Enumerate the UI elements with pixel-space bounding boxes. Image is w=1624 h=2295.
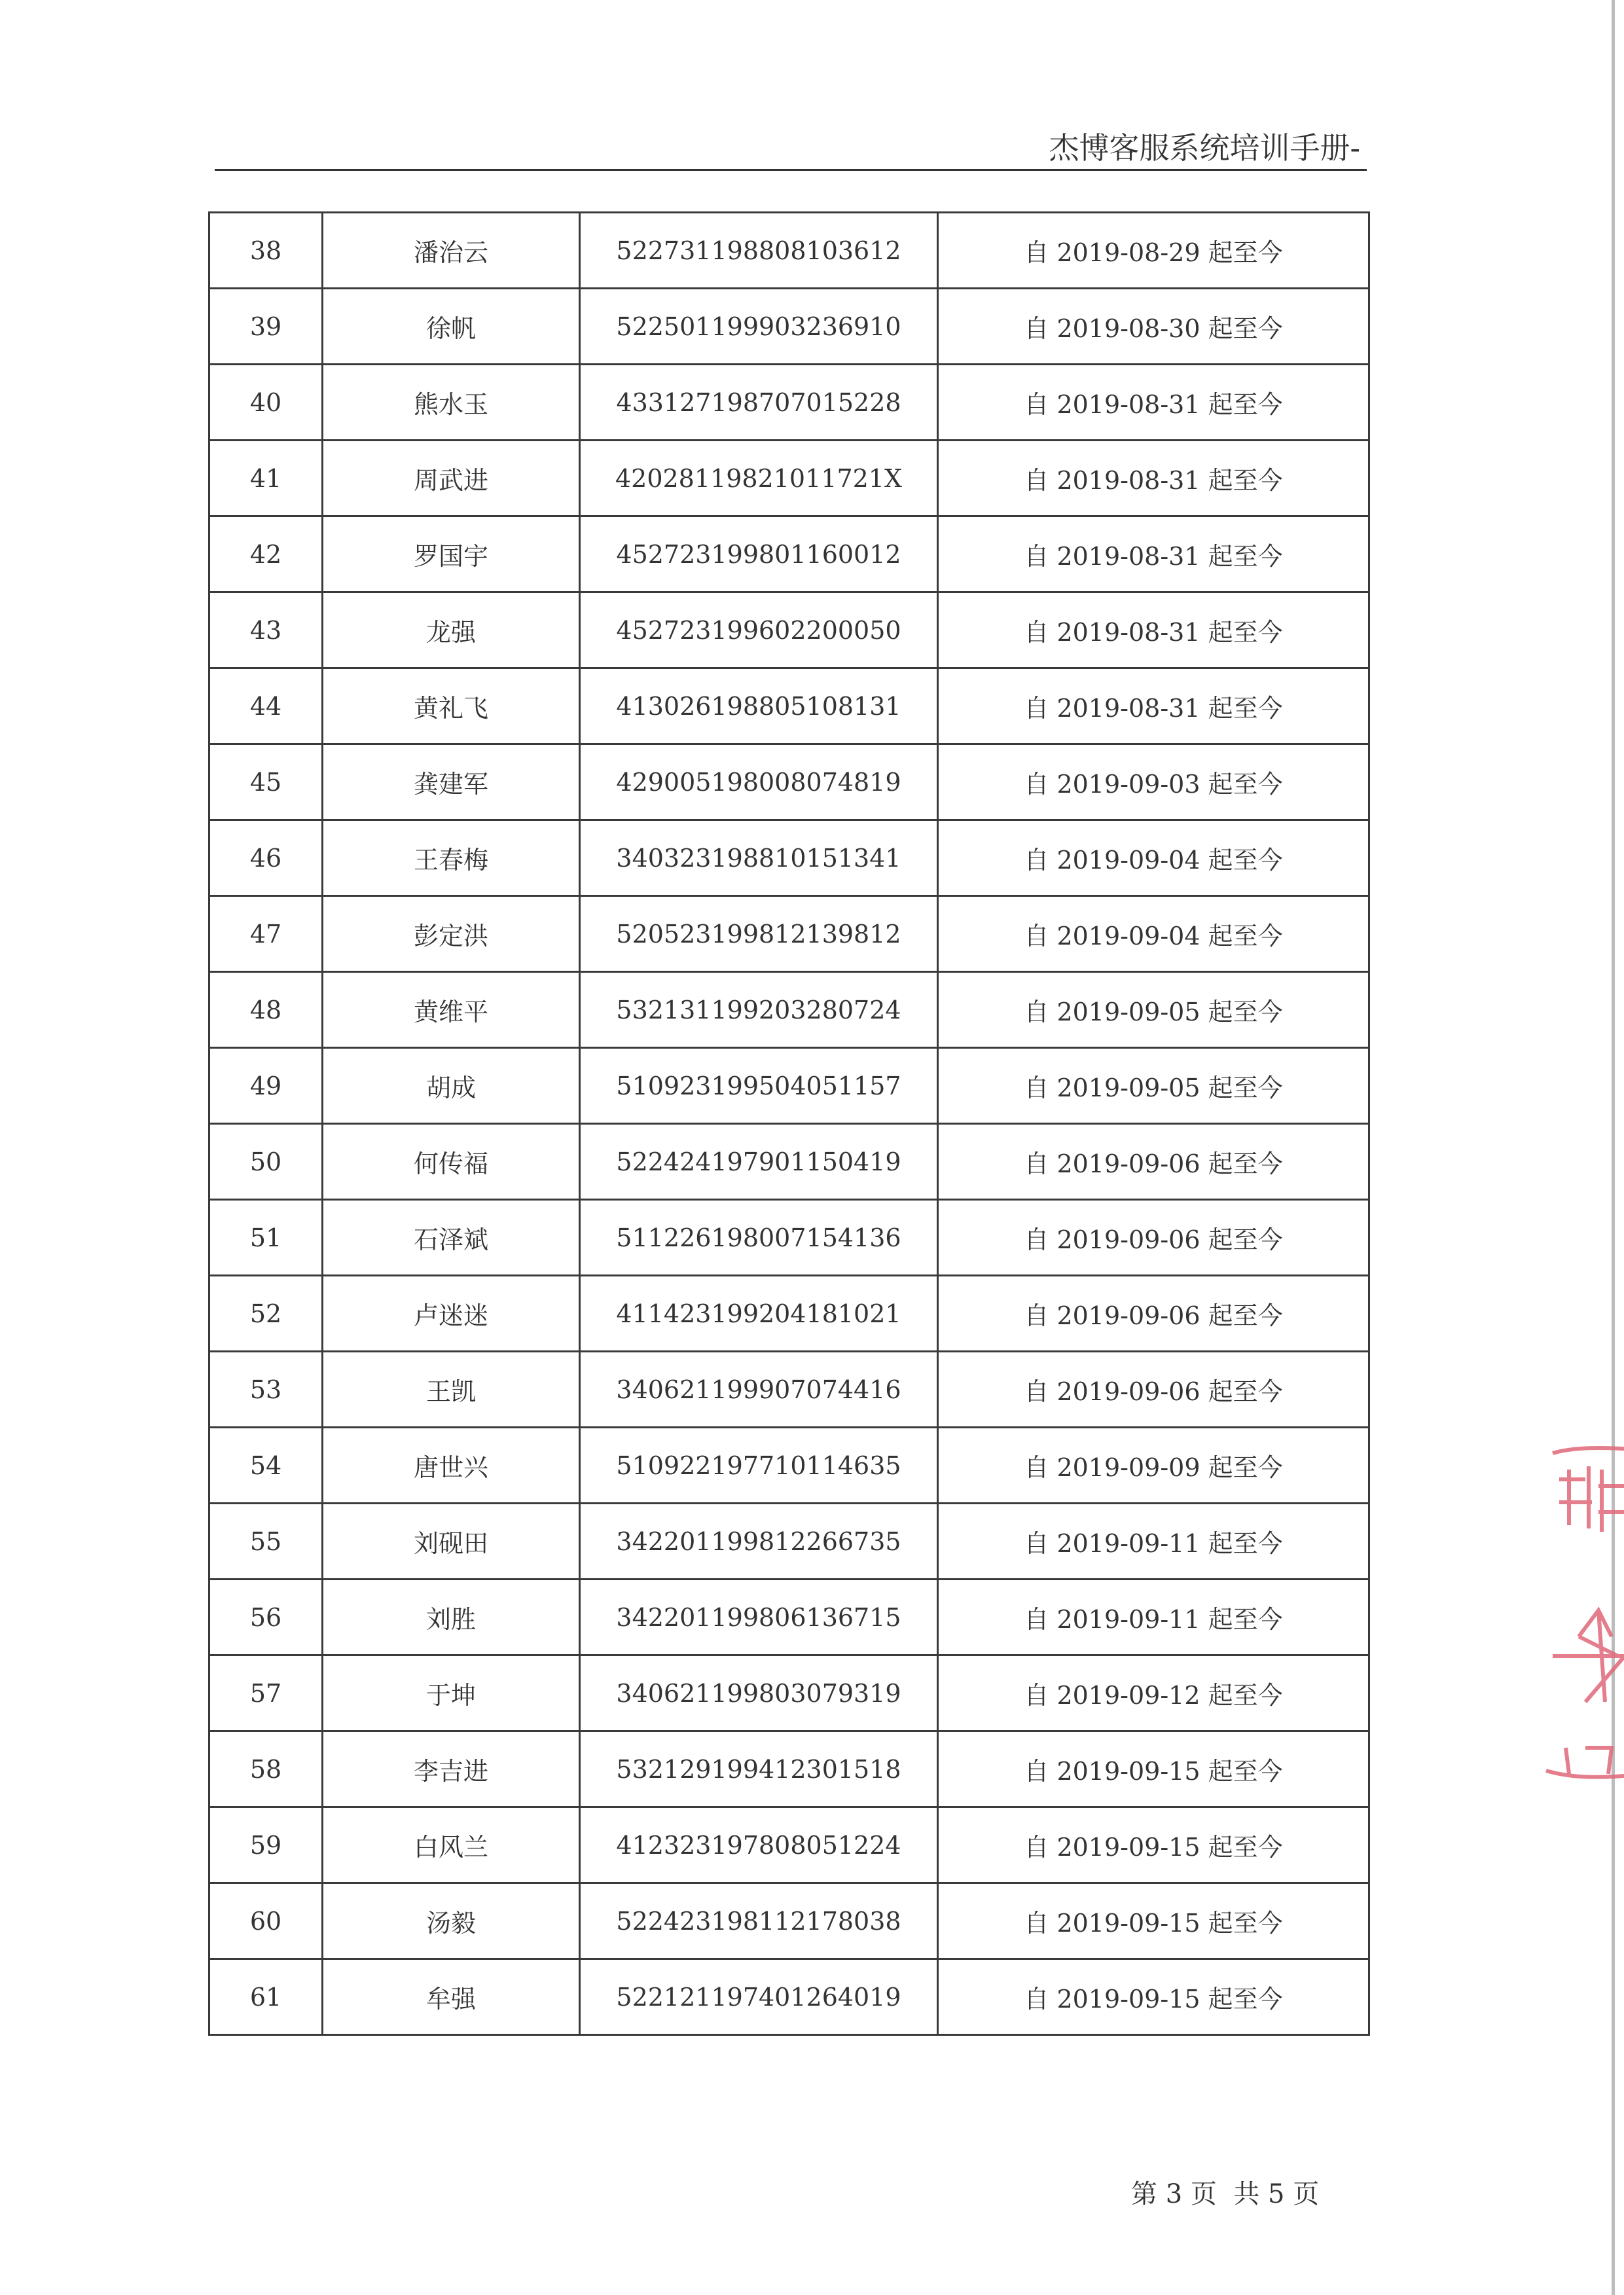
id-number: 340621199907074416 xyxy=(580,1352,938,1428)
employee-name: 牟强 xyxy=(323,1959,580,2035)
staff-table-body xyxy=(209,213,1369,2035)
employee-name: 何传福 xyxy=(323,1124,580,1200)
page-total: 共 5 页 xyxy=(1233,2179,1320,2209)
employment-period: 自 2019-09-04 起至今 xyxy=(938,820,1369,896)
table-row xyxy=(209,1731,1369,1807)
employment-period: 自 2019-08-29 起至今 xyxy=(938,213,1369,289)
id-number: 532131199203280724 xyxy=(580,972,938,1048)
id-number: 342201199812266735 xyxy=(580,1504,938,1580)
page-edge xyxy=(1612,0,1615,2295)
row-number: 57 xyxy=(209,1655,323,1731)
header-title: 杰博客服系统培训手册- xyxy=(1049,130,1360,166)
table-row xyxy=(209,516,1369,592)
employee-name: 石泽斌 xyxy=(323,1200,580,1276)
employee-name: 李吉进 xyxy=(323,1731,580,1807)
id-number: 511226198007154136 xyxy=(580,1200,938,1276)
row-number: 58 xyxy=(209,1731,323,1807)
table-row xyxy=(209,1504,1369,1580)
id-number: 340323198810151341 xyxy=(580,820,938,896)
seal-stamp xyxy=(1540,1440,1624,1780)
employee-name: 刘胜 xyxy=(323,1580,580,1655)
table-row xyxy=(209,744,1369,820)
table-row xyxy=(209,365,1369,441)
row-number: 60 xyxy=(209,1883,323,1959)
employee-name: 胡成 xyxy=(323,1048,580,1124)
employment-period: 自 2019-09-09 起至今 xyxy=(938,1428,1369,1504)
id-number: 510922197710114635 xyxy=(580,1428,938,1504)
employment-period: 自 2019-09-11 起至今 xyxy=(938,1504,1369,1580)
table-row xyxy=(209,213,1369,289)
row-number: 53 xyxy=(209,1352,323,1428)
employee-name: 彭定洪 xyxy=(323,896,580,972)
row-number: 48 xyxy=(209,972,323,1048)
id-number: 522423198112178038 xyxy=(580,1883,938,1959)
row-number: 59 xyxy=(209,1807,323,1883)
employee-name: 潘治云 xyxy=(323,213,580,289)
table-row xyxy=(209,1124,1369,1200)
employee-name: 龙强 xyxy=(323,592,580,668)
table-row xyxy=(209,668,1369,744)
page-current: 第 3 页 xyxy=(1131,2179,1217,2209)
row-number: 55 xyxy=(209,1504,323,1580)
employment-period: 自 2019-08-31 起至今 xyxy=(938,668,1369,744)
id-number: 522424197901150419 xyxy=(580,1124,938,1200)
employment-period: 自 2019-08-31 起至今 xyxy=(938,516,1369,592)
table-row xyxy=(209,896,1369,972)
employment-period: 自 2019-09-06 起至今 xyxy=(938,1124,1369,1200)
employment-period: 自 2019-08-31 起至今 xyxy=(938,365,1369,441)
employment-period: 自 2019-09-03 起至今 xyxy=(938,744,1369,820)
employment-period: 自 2019-09-05 起至今 xyxy=(938,972,1369,1048)
id-number: 522121197401264019 xyxy=(580,1959,938,2035)
id-number: 412323197808051224 xyxy=(580,1807,938,1883)
employment-period: 自 2019-09-15 起至今 xyxy=(938,1807,1369,1883)
staff-table xyxy=(208,211,1370,2036)
id-number: 340621199803079319 xyxy=(580,1655,938,1731)
employee-name: 唐世兴 xyxy=(323,1428,580,1504)
employee-name: 黄礼飞 xyxy=(323,668,580,744)
row-number: 38 xyxy=(209,213,323,289)
row-number: 49 xyxy=(209,1048,323,1124)
table-row xyxy=(209,1580,1369,1655)
table-row xyxy=(209,1352,1369,1428)
employee-name: 黄维平 xyxy=(323,972,580,1048)
table-row xyxy=(209,1959,1369,2035)
id-number: 522731198808103612 xyxy=(580,213,938,289)
id-number: 510923199504051157 xyxy=(580,1048,938,1124)
table-row xyxy=(209,1883,1369,1959)
id-number: 433127198707015228 xyxy=(580,365,938,441)
row-number: 39 xyxy=(209,289,323,365)
id-number: 532129199412301518 xyxy=(580,1731,938,1807)
employee-name: 罗国宇 xyxy=(323,516,580,592)
row-number: 56 xyxy=(209,1580,323,1655)
table-row xyxy=(209,1276,1369,1352)
employee-name: 周武进 xyxy=(323,441,580,516)
page-number xyxy=(1131,2173,1319,2211)
employment-period: 自 2019-08-31 起至今 xyxy=(938,441,1369,516)
id-number: 342201199806136715 xyxy=(580,1580,938,1655)
employee-name: 汤毅 xyxy=(323,1883,580,1959)
employment-period: 自 2019-09-06 起至今 xyxy=(938,1200,1369,1276)
row-number: 44 xyxy=(209,668,323,744)
id-number: 411423199204181021 xyxy=(580,1276,938,1352)
id-number: 522501199903236910 xyxy=(580,289,938,365)
employment-period: 自 2019-09-15 起至今 xyxy=(938,1959,1369,2035)
row-number: 41 xyxy=(209,441,323,516)
employee-name: 龚建军 xyxy=(323,744,580,820)
table-row xyxy=(209,972,1369,1048)
header-rule xyxy=(215,169,1367,171)
row-number: 47 xyxy=(209,896,323,972)
table-row xyxy=(209,1048,1369,1124)
table-row xyxy=(209,592,1369,668)
id-number: 413026198805108131 xyxy=(580,668,938,744)
id-number: 452723199602200050 xyxy=(580,592,938,668)
table-row xyxy=(209,289,1369,365)
employee-name: 王凯 xyxy=(323,1352,580,1428)
row-number: 52 xyxy=(209,1276,323,1352)
id-number: 429005198008074819 xyxy=(580,744,938,820)
employment-period: 自 2019-09-15 起至今 xyxy=(938,1883,1369,1959)
employee-name: 于坤 xyxy=(323,1655,580,1731)
employee-name: 白风兰 xyxy=(323,1807,580,1883)
employee-name: 王春梅 xyxy=(323,820,580,896)
employment-period: 自 2019-09-15 起至今 xyxy=(938,1731,1369,1807)
employment-period: 自 2019-09-06 起至今 xyxy=(938,1276,1369,1352)
table-row xyxy=(209,1655,1369,1731)
row-number: 50 xyxy=(209,1124,323,1200)
table-row xyxy=(209,1428,1369,1504)
employee-name: 徐帆 xyxy=(323,289,580,365)
row-number: 54 xyxy=(209,1428,323,1504)
row-number: 45 xyxy=(209,744,323,820)
row-number: 40 xyxy=(209,365,323,441)
employment-period: 自 2019-09-05 起至今 xyxy=(938,1048,1369,1124)
row-number: 51 xyxy=(209,1200,323,1276)
table-row xyxy=(209,1807,1369,1883)
employee-name: 熊水玉 xyxy=(323,365,580,441)
table-row xyxy=(209,1200,1369,1276)
employment-period: 自 2019-09-04 起至今 xyxy=(938,896,1369,972)
id-number: 452723199801160012 xyxy=(580,516,938,592)
employment-period: 自 2019-09-06 起至今 xyxy=(938,1352,1369,1428)
employment-period: 自 2019-08-31 起至今 xyxy=(938,592,1369,668)
row-number: 61 xyxy=(209,1959,323,2035)
id-number: 42028119821011721X xyxy=(580,441,938,516)
table-row xyxy=(209,441,1369,516)
employee-name: 卢迷迷 xyxy=(323,1276,580,1352)
employment-period: 自 2019-09-12 起至今 xyxy=(938,1655,1369,1731)
row-number: 46 xyxy=(209,820,323,896)
id-number: 520523199812139812 xyxy=(580,896,938,972)
row-number: 42 xyxy=(209,516,323,592)
table-row xyxy=(209,820,1369,896)
row-number: 43 xyxy=(209,592,323,668)
employment-period: 自 2019-09-11 起至今 xyxy=(938,1580,1369,1655)
employment-period: 自 2019-08-30 起至今 xyxy=(938,289,1369,365)
employee-name: 刘砚田 xyxy=(323,1504,580,1580)
